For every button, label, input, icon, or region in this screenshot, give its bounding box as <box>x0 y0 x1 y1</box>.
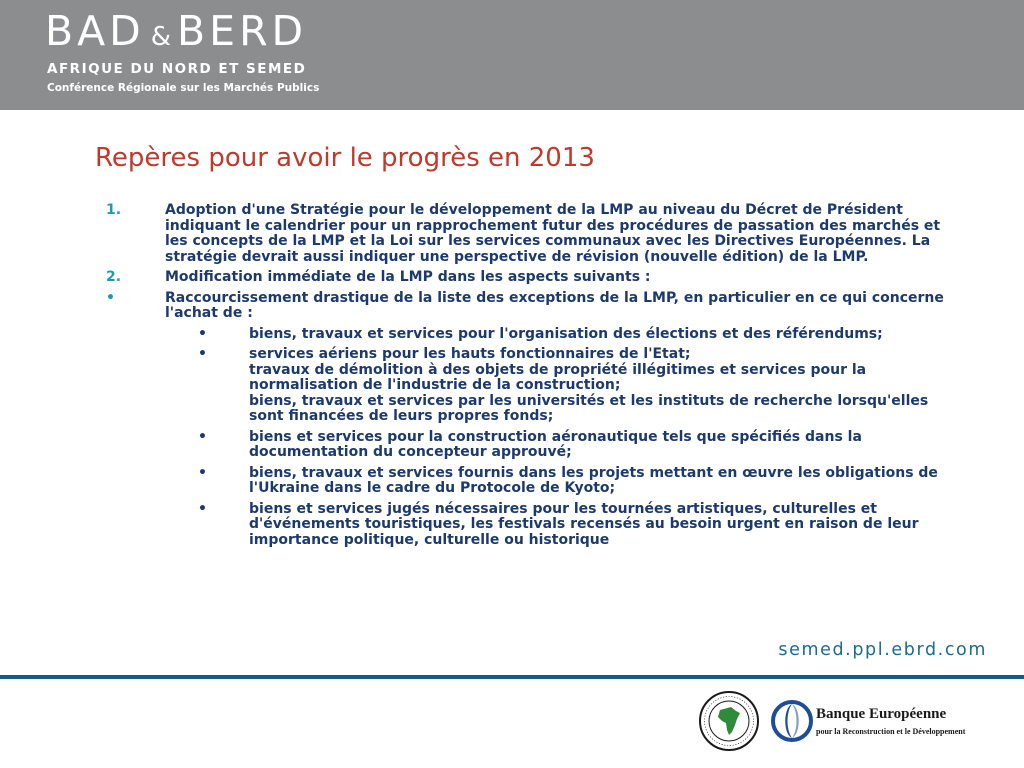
sub-list-item <box>100 347 950 425</box>
sub-list-item-text: travaux de démolition à des objets de propriété illégitimes et services pour la normalisation de l'industrie de la construction; <box>249 361 867 393</box>
sub-list-item-text: biens, travaux et services fournis dans les projets mettant en œuvre les obligations de l'Ukraine dans le cadre du Protocole de Kyoto; <box>249 464 938 496</box>
ebrd-logo-icon <box>771 700 813 742</box>
afdb-logo-icon <box>698 690 760 752</box>
website-link[interactable]: semed.ppl.ebrd.com <box>778 640 987 660</box>
bullet-icon: • <box>106 289 115 306</box>
bullet-icon: • <box>198 346 207 362</box>
list-item <box>100 270 950 286</box>
ebrd-subtitle: pour la Reconstruction et le Développement <box>816 727 966 736</box>
sub-list-item <box>100 430 950 461</box>
conference-subtitle: Conférence Régionale sur les Marchés Publics <box>47 82 320 94</box>
bullet-icon: • <box>198 428 207 445</box>
region-subtitle: AFRIQUE DU NORD ET SEMED <box>47 61 307 77</box>
list-number: 1. <box>106 202 122 218</box>
footer-divider <box>0 675 1024 679</box>
list-item <box>100 291 950 322</box>
brand-bad: BAD <box>45 7 145 55</box>
bullet-icon: • <box>198 500 207 517</box>
sub-list-item-text: biens et services jugés nécessaires pour les tournées artistiques, culturelles et d'événements touristiques, les festivals recensés au besoin urgent en raison de leur importance politique, culturelle ou historique <box>249 500 919 548</box>
slide-title: Repères pour avoir le progrès en 2013 <box>95 143 595 173</box>
sub-list-item <box>100 502 950 549</box>
bullet-icon: • <box>198 325 207 342</box>
header-banner <box>0 0 1024 110</box>
sub-list-item-text: services aériens pour les hauts fonctionnaires de l'Etat; <box>249 346 691 362</box>
brand-ampersand: & <box>150 22 172 52</box>
list-item-text: Adoption d'une Stratégie pour le développement de la LMP au niveau du Décret de Président indiquant le calendrier pour un rapprochement futur des procédures de passation des marchés et les concepts de la LMP et la Loi sur les services communaux avec les Directives Européennes. La stratégie devrait aussi indiquer une perspective de révision (nouvelle édition) de la LMP. <box>165 202 941 265</box>
list-item-text: Modification immédiate de la LMP dans les aspects suivants : <box>165 269 651 285</box>
brand-wordmark <box>45 8 307 60</box>
sub-list-item-text: biens, travaux et services par les universités et les instituts de recherche lorsqu'elles sont financées de leurs propres fonds; <box>249 392 929 424</box>
list-item-text: Raccourcissement drastique de la liste des exceptions de la LMP, en particulier en ce qui concerne l'achat de : <box>165 289 944 321</box>
brand-berd: BERD <box>177 7 308 55</box>
ebrd-name: Banque Européenne <box>816 706 947 722</box>
sub-list-item <box>100 466 950 497</box>
sub-list-item <box>100 327 950 343</box>
slide-content <box>100 203 950 553</box>
list-number: 2. <box>106 269 122 285</box>
bullet-icon: • <box>198 464 207 481</box>
list-item <box>100 203 950 265</box>
sub-list-item-text: biens, travaux et services pour l'organisation des élections et des référendums; <box>249 325 883 342</box>
sub-list-item-text: biens et services pour la construction aéronautique tels que spécifiés dans la documentation du concepteur approuvé; <box>249 428 862 460</box>
